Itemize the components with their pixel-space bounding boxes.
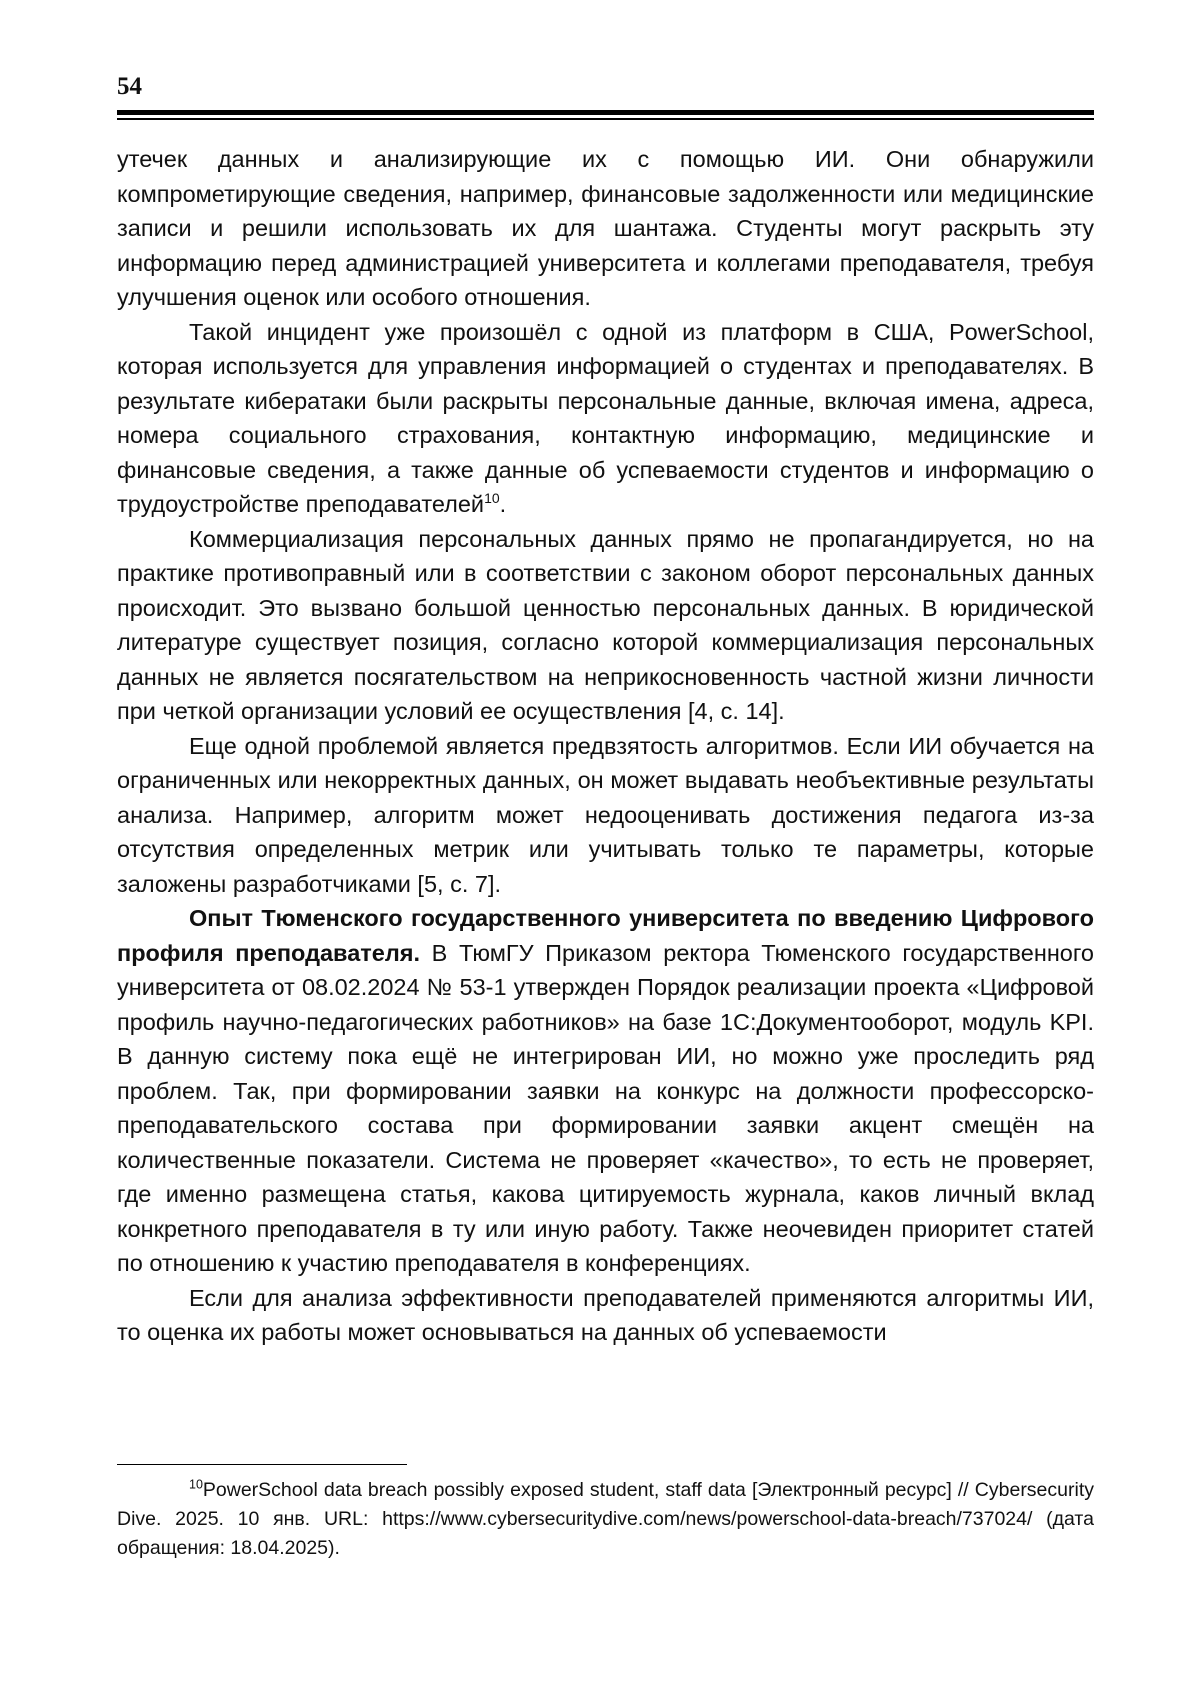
- paragraph-4: Еще одной проблемой является предвзятость алгоритмов. Если ИИ обучается на ограниченных или некорректных данных, он может выдавать необъективные результаты анализа. Например, алгоритм может недооценивать достижения педагога из-за отсутствия определенных метрик или учитывать только те параметры, которые заложены разработчиками [5, с. 7].: [117, 732, 1094, 897]
- paragraph-1: утечек данных и анализирующие их с помощью ИИ. Они обнаружили компрометирующие сведения, например, финансовые задолженности или медицинские записи и решили использовать их для шантажа. Студенты могут раскрыть эту информацию перед администрацией университета и коллегами преподавателя, требуя улучшения оценок или особого отношения.: [117, 146, 1094, 310]
- page-number: 54: [117, 73, 142, 100]
- footnote-text: PowerSchool data breach possibly exposed student, staff data [Электронный ресурс] // Cybersecurity Dive. 2025. 10 янв. URL: https://www.cybersecuritydive.com/news/powerschool-data-breach/737024/ (дата обращения: 18.04.2025).: [117, 1479, 1094, 1559]
- body-text: [117, 142, 1094, 1350]
- header-rule-thin: [117, 118, 1094, 120]
- section-heading: Опыт Тюменского государственного университета по введению Цифрового профиля преподавателя.: [117, 905, 1094, 966]
- paragraph-3: Коммерциализация персональных данных прямо не пропагандируется, но на практике противоправный или в соответствии с законом оборот персональных данных происходит. Это вызвано большой ценностью персональных данных. В юридической литературе существует позиция, согласно которой коммерциализация персональных данных не является посягательством на неприкосновенность частной жизни личности при четкой организации условий ее осуществления [4, с. 14].: [117, 525, 1094, 724]
- paragraph-5-text: В ТюмГУ Приказом ректора Тюменского государственного университета от 08.02.2024 № 53-1 утвержден Порядок реализации проекта «Цифровой профиль научно-педагогических работников» на базе 1С:Документооборот, модуль KPI. В данную систему пока ещё не интегрирован ИИ, но можно уже проследить ряд проблем. Так, при формировании заявки на конкурс на должности профессорско-преподавательского состава при формировании заявки акцент смещён на количественные показатели. Система не проверяет «качество», то есть не проверяет, где именно размещена статья, какова цитируемость журнала, каков личный вклад конкретного преподавателя в ту или иную работу. Также неочевиден приоритет статей по отношению к участию преподавателя в конференциях.: [117, 939, 1094, 1276]
- footnote-separator: [117, 1464, 407, 1465]
- paragraph-2-text: Такой инцидент уже произошёл с одной из платформ в США, PowerSchool, которая используется для управления информацией о студентах и преподавателях. В результате кибератаки были раскрыты персональные данные, включая имена, адреса, номера социального страхования, контактную информацию, медицинские и финансовые сведения, а также данные об успеваемости студентов и информацию о трудоустройстве преподавателей: [117, 318, 1094, 517]
- paragraph-5: [117, 901, 1094, 1281]
- paragraph-2-tail: .: [499, 491, 507, 517]
- footnote-number: 10: [189, 1477, 203, 1492]
- footnote-ref[interactable]: 10: [484, 490, 500, 507]
- footnote: [117, 1476, 1094, 1563]
- paragraph-6: Если для анализа эффективности преподавателей применяются алгоритмы ИИ, то оценка их работы может основываться на данных об успеваемости: [117, 1284, 1094, 1345]
- paragraph-2: [117, 315, 1094, 522]
- header-rule-thick: [117, 110, 1094, 115]
